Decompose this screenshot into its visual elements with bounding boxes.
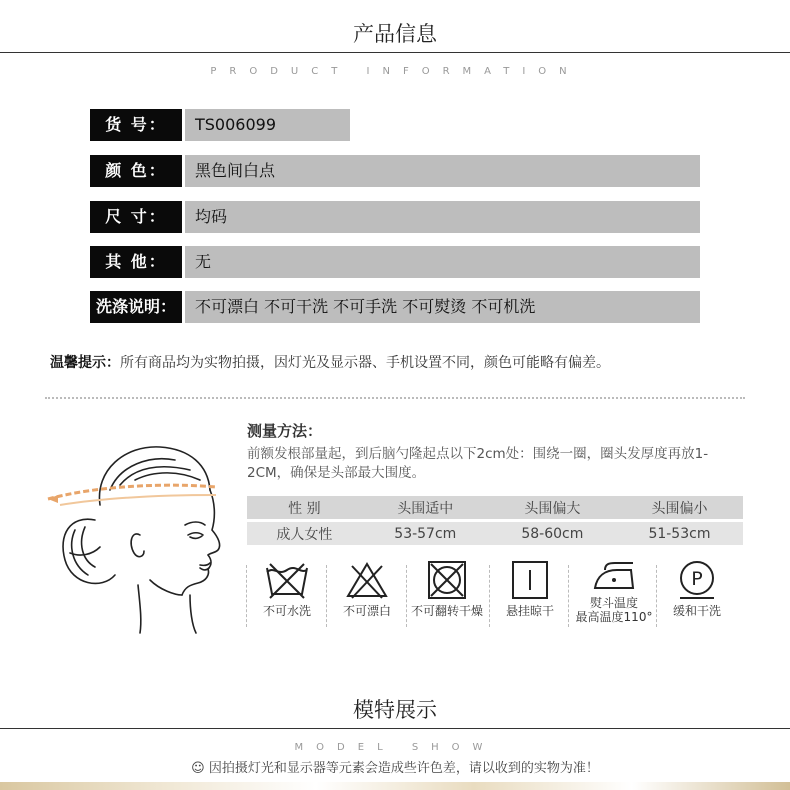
measure-title: 测量方法：	[247, 422, 323, 440]
product-info-subtitle-wrap	[0, 59, 790, 78]
info-value: 黑色间白点	[185, 155, 700, 187]
care-label-secondary: 最高温度110°	[575, 610, 653, 624]
tip-line	[50, 352, 610, 372]
product-info-title: 产品信息	[353, 22, 437, 46]
size-table-header: 性 别	[247, 496, 362, 519]
care-item-no-tumble-dry	[406, 560, 488, 618]
info-value: TS006099	[185, 109, 350, 141]
header-divider	[0, 52, 790, 53]
info-value: 不可漂白 不可干洗 不可手洗 不可熨烫 不可机洗	[185, 291, 700, 323]
care-label: 不可翻转干燥	[410, 604, 483, 618]
product-info-subtitle: PRODUCT INFORMATION	[200, 66, 589, 77]
info-label: 货 号：	[90, 109, 182, 141]
model-show-title: 模特展示	[353, 698, 437, 722]
care-item-no-bleach	[326, 560, 408, 618]
info-value: 无	[185, 246, 700, 278]
care-label: 不可水洗	[262, 604, 311, 618]
color-notice: ☺ 因拍摄灯光和显示器等元素会造成些许色差，请以收到的实物为准！	[191, 761, 599, 776]
no-bleach-icon	[344, 560, 390, 600]
size-table-header: 头围适中	[362, 496, 489, 519]
care-label: 悬挂晾干	[505, 604, 554, 618]
model-show-subtitle-wrap	[0, 735, 790, 754]
info-value: 均码	[185, 201, 700, 233]
model-divider	[0, 728, 790, 729]
iron-icon	[591, 560, 637, 594]
care-item-line-dry	[489, 560, 571, 618]
size-table-cell: 成人女性	[247, 522, 362, 545]
care-item-gentle-dry-clean	[656, 560, 738, 618]
care-item-no-wash	[246, 560, 328, 618]
gentle-dry-clean-icon	[674, 560, 720, 600]
size-table-header-row	[247, 496, 743, 519]
size-table-cell: 51-53cm	[616, 522, 743, 545]
no-tumble-dry-icon	[424, 560, 470, 600]
size-table	[247, 496, 743, 545]
dotted-divider	[45, 397, 745, 399]
tip-label: 温馨提示：	[50, 355, 120, 371]
measure-description: 前额发根部量起，到后脑勺隆起点以下2cm处：围绕一圈，圈头发厚度再放1-2CM，确保是头部最大围度。	[247, 446, 709, 481]
head-measure-illustration	[40, 435, 240, 635]
model-show-subtitle: MODEL SHOW	[285, 742, 506, 753]
size-table-header: 头围偏小	[616, 496, 743, 519]
size-table-header: 头围偏大	[489, 496, 616, 519]
line-dry-icon	[507, 560, 553, 600]
info-label: 其 他：	[90, 246, 182, 278]
size-table-cell: 53-57cm	[362, 522, 489, 545]
size-table-cell: 58-60cm	[489, 522, 616, 545]
info-label: 颜 色：	[90, 155, 182, 187]
care-symbol: P	[691, 568, 703, 590]
model-photo-strip	[0, 782, 790, 790]
care-label: 缓和干洗	[672, 604, 721, 618]
info-label: 尺 寸：	[90, 201, 182, 233]
care-label: 不可漂白	[342, 604, 391, 618]
no-wash-icon	[264, 560, 310, 600]
size-table-row	[247, 522, 743, 545]
care-label: 熨斗温度	[589, 596, 638, 610]
care-item-iron	[570, 560, 658, 624]
tip-text: 所有商品均为实物拍摄，因灯光及显示器、手机设置不同，颜色可能略有偏差。	[120, 355, 610, 371]
info-label: 洗涤说明：	[90, 291, 182, 323]
